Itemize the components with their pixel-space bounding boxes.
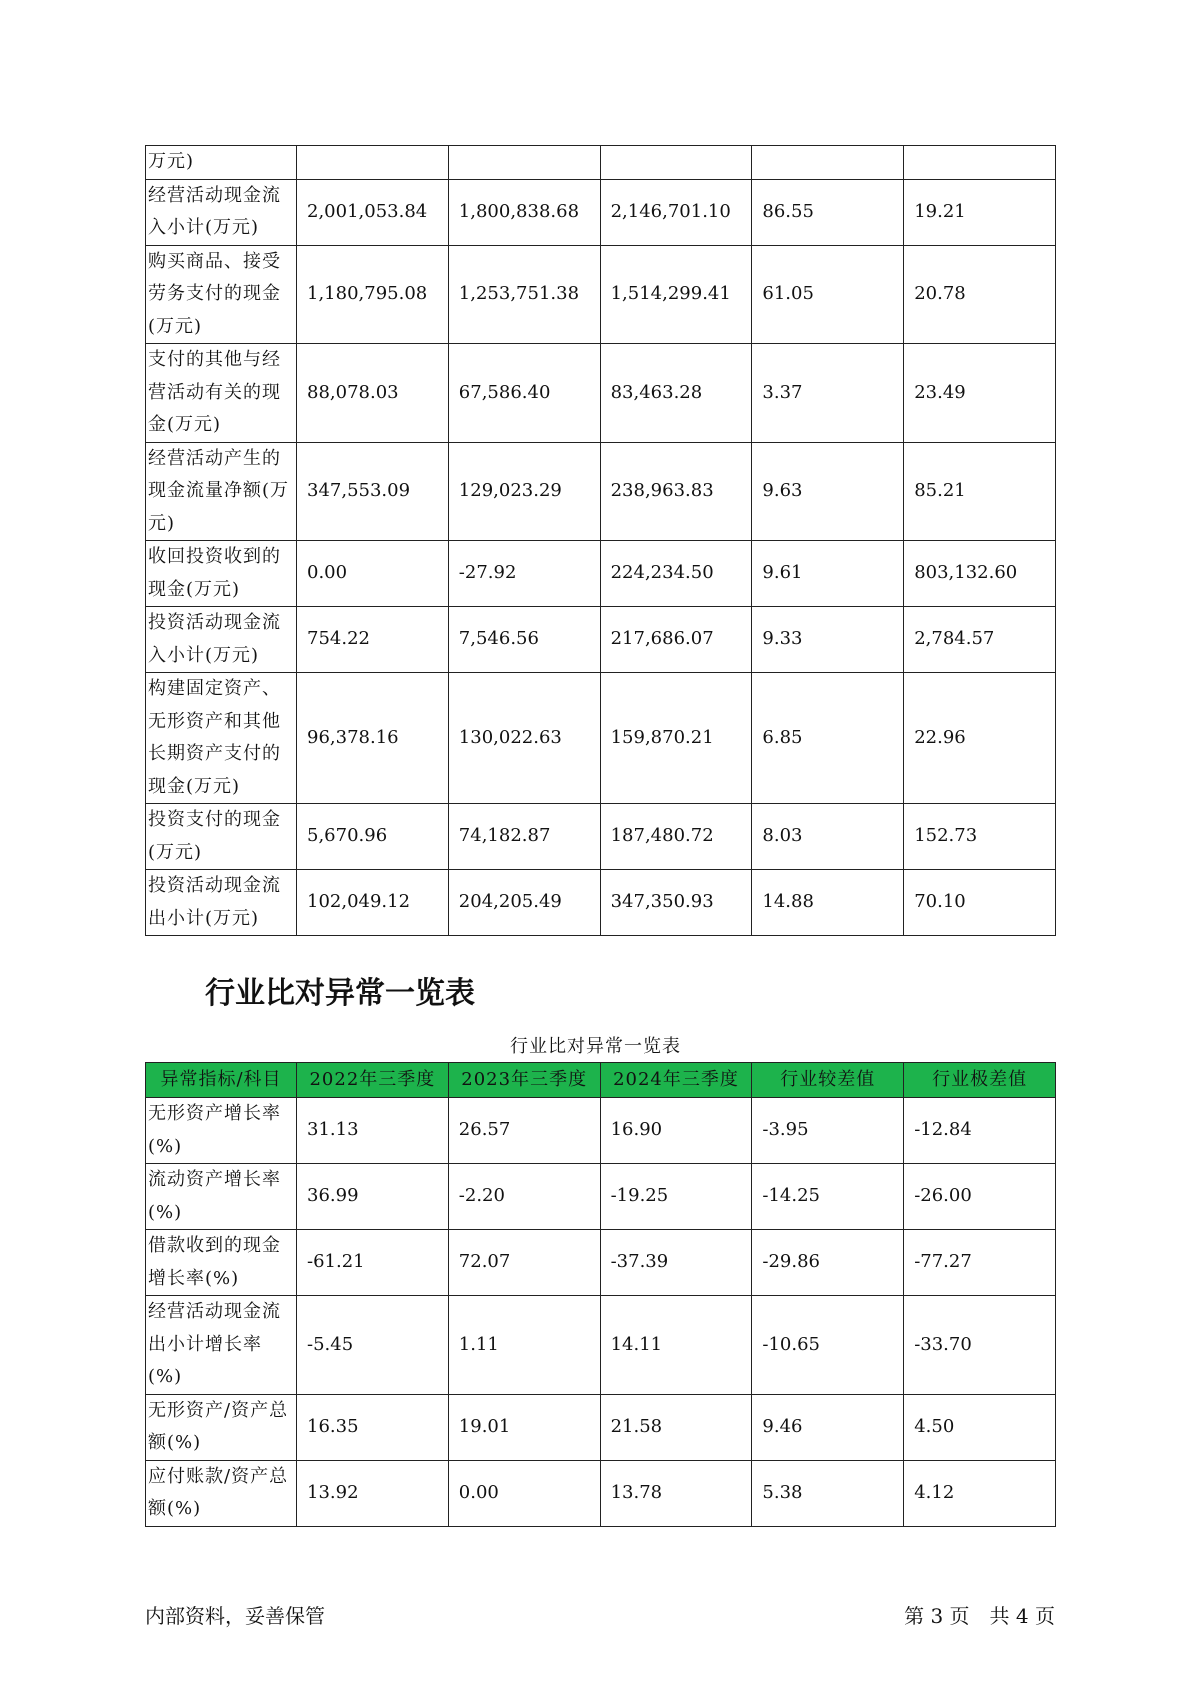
row-label: 借款收到的现金增长率(%) — [146, 1230, 297, 1296]
cell-value: 96,378.16 — [297, 673, 449, 804]
cell-value: 6.85 — [752, 673, 904, 804]
cell-value: 21.58 — [600, 1394, 752, 1460]
table-row — [146, 1460, 1056, 1526]
cell-value: 0.00 — [297, 541, 449, 607]
cell-value: -77.27 — [904, 1230, 1056, 1296]
cell-value: 4.50 — [904, 1394, 1056, 1460]
cell-value: -3.95 — [752, 1098, 904, 1164]
cell-value: -2.20 — [448, 1164, 600, 1230]
row-label: 经营活动现金流入小计(万元) — [146, 179, 297, 245]
cell-value: 61.05 — [752, 245, 904, 344]
cell-value: 2,784.57 — [904, 607, 1056, 673]
row-label: 支付的其他与经营活动有关的现金(万元) — [146, 344, 297, 443]
cell-value: 19.01 — [448, 1394, 600, 1460]
cell-value: 19.21 — [904, 179, 1056, 245]
column-header: 异常指标/科目 — [146, 1063, 297, 1098]
page-total: 4 — [1015, 1604, 1029, 1628]
cell-value: 0.00 — [448, 1460, 600, 1526]
table-caption: 行业比对异常一览表 — [510, 1036, 681, 1057]
row-label: 经营活动现金流出小计增长率(%) — [146, 1296, 297, 1395]
header-row — [146, 1063, 1056, 1098]
cell-value — [448, 146, 600, 180]
cell-value: 70.10 — [904, 870, 1056, 936]
row-label: 经营活动产生的现金流量净额(万元) — [146, 442, 297, 541]
cell-value: 23.49 — [904, 344, 1056, 443]
page-number — [904, 1600, 1055, 1629]
table-row — [146, 870, 1056, 936]
cell-value: 13.92 — [297, 1460, 449, 1526]
table-header — [146, 1063, 1056, 1098]
page-prefix: 第 — [904, 1604, 925, 1628]
page-current: 3 — [930, 1604, 944, 1628]
cell-value: 1,253,751.38 — [448, 245, 600, 344]
table-row — [146, 344, 1056, 443]
column-header: 2022年三季度 — [297, 1063, 449, 1098]
cell-value: 1,800,838.68 — [448, 179, 600, 245]
cell-value: 86.55 — [752, 179, 904, 245]
cell-value: 803,132.60 — [904, 541, 1056, 607]
cell-value: -12.84 — [904, 1098, 1056, 1164]
cell-value: 14.88 — [752, 870, 904, 936]
row-label: 收回投资收到的现金(万元) — [146, 541, 297, 607]
row-label: 应付账款/资产总额(%) — [146, 1460, 297, 1526]
row-label: 购买商品、接受劳务支付的现金(万元) — [146, 245, 297, 344]
cell-value: 22.96 — [904, 673, 1056, 804]
table-row — [146, 1098, 1056, 1164]
cell-value: 72.07 — [448, 1230, 600, 1296]
cell-value: 5,670.96 — [297, 804, 449, 870]
cell-value: 347,350.93 — [600, 870, 752, 936]
row-label: 投资支付的现金(万元) — [146, 804, 297, 870]
cell-value: 754.22 — [297, 607, 449, 673]
cell-value: 74,182.87 — [448, 804, 600, 870]
column-header: 行业极差值 — [904, 1063, 1056, 1098]
cell-value: 102,049.12 — [297, 870, 449, 936]
table-row — [146, 804, 1056, 870]
cell-value — [297, 146, 449, 180]
row-label: 无形资产增长率(%) — [146, 1098, 297, 1164]
industry-anomaly-table — [145, 1062, 1056, 1527]
cell-value: 13.78 — [600, 1460, 752, 1526]
cell-value: 7,546.56 — [448, 607, 600, 673]
table-row — [146, 179, 1056, 245]
cell-value: 152.73 — [904, 804, 1056, 870]
cell-value — [600, 146, 752, 180]
table-row — [146, 541, 1056, 607]
cell-value: -10.65 — [752, 1296, 904, 1395]
industry-anomaly-table-body — [146, 1098, 1056, 1527]
footer-confidential-note: 内部资料，妥善保管 — [145, 1604, 325, 1628]
row-label: 万元) — [146, 146, 297, 180]
cell-value: -37.39 — [600, 1230, 752, 1296]
cell-value: 26.57 — [448, 1098, 600, 1164]
cell-value: 9.46 — [752, 1394, 904, 1460]
cell-value: -26.00 — [904, 1164, 1056, 1230]
cell-value: 1,514,299.41 — [600, 245, 752, 344]
cell-value: 5.38 — [752, 1460, 904, 1526]
cell-value: 217,686.07 — [600, 607, 752, 673]
cell-value: 85.21 — [904, 442, 1056, 541]
row-label: 无形资产/资产总额(%) — [146, 1394, 297, 1460]
cell-value: 8.03 — [752, 804, 904, 870]
cell-value: 187,480.72 — [600, 804, 752, 870]
cell-value: 347,553.09 — [297, 442, 449, 541]
page-mid: 页 共 — [949, 1604, 1010, 1628]
cell-value: -5.45 — [297, 1296, 449, 1395]
page-suffix: 页 — [1035, 1604, 1055, 1628]
cell-value: 3.37 — [752, 344, 904, 443]
cell-value: 4.12 — [904, 1460, 1056, 1526]
table-row — [146, 146, 1056, 180]
cell-value: 88,078.03 — [297, 344, 449, 443]
column-header: 行业较差值 — [752, 1063, 904, 1098]
cell-value: 9.63 — [752, 442, 904, 541]
row-label: 投资活动现金流出小计(万元) — [146, 870, 297, 936]
cell-value: 1.11 — [448, 1296, 600, 1395]
cell-value: 16.90 — [600, 1098, 752, 1164]
cell-value: 9.33 — [752, 607, 904, 673]
row-label: 流动资产增长率(%) — [146, 1164, 297, 1230]
table-row — [146, 1394, 1056, 1460]
cell-value: 2,001,053.84 — [297, 179, 449, 245]
table-row — [146, 1164, 1056, 1230]
cell-value: 2,146,701.10 — [600, 179, 752, 245]
cell-value: -29.86 — [752, 1230, 904, 1296]
row-label: 构建固定资产、无形资产和其他长期资产支付的现金(万元) — [146, 673, 297, 804]
cell-value: 238,963.83 — [600, 442, 752, 541]
cell-value: 14.11 — [600, 1296, 752, 1395]
table-row — [146, 442, 1056, 541]
cashflow-table — [145, 145, 1056, 936]
cell-value: -33.70 — [904, 1296, 1056, 1395]
cell-value: 204,205.49 — [448, 870, 600, 936]
table-row — [146, 245, 1056, 344]
cell-value: 36.99 — [297, 1164, 449, 1230]
cell-value: -61.21 — [297, 1230, 449, 1296]
column-header: 2023年三季度 — [448, 1063, 600, 1098]
cashflow-table-body — [146, 146, 1056, 936]
cell-value: 129,023.29 — [448, 442, 600, 541]
row-label: 投资活动现金流入小计(万元) — [146, 607, 297, 673]
table-row — [146, 607, 1056, 673]
cell-value — [752, 146, 904, 180]
table-row — [146, 1230, 1056, 1296]
cell-value: 20.78 — [904, 245, 1056, 344]
table-row — [146, 1296, 1056, 1395]
cell-value: 1,180,795.08 — [297, 245, 449, 344]
cell-value: 224,234.50 — [600, 541, 752, 607]
cell-value: -27.92 — [448, 541, 600, 607]
cell-value: 130,022.63 — [448, 673, 600, 804]
cell-value: 83,463.28 — [600, 344, 752, 443]
cell-value: -19.25 — [600, 1164, 752, 1230]
cell-value: 31.13 — [297, 1098, 449, 1164]
cell-value — [904, 146, 1056, 180]
cell-value: 159,870.21 — [600, 673, 752, 804]
section-heading: 行业比对异常一览表 — [205, 976, 475, 1011]
table-row — [146, 673, 1056, 804]
cell-value: -14.25 — [752, 1164, 904, 1230]
column-header: 2024年三季度 — [600, 1063, 752, 1098]
cell-value: 67,586.40 — [448, 344, 600, 443]
cell-value: 16.35 — [297, 1394, 449, 1460]
cell-value: 9.61 — [752, 541, 904, 607]
